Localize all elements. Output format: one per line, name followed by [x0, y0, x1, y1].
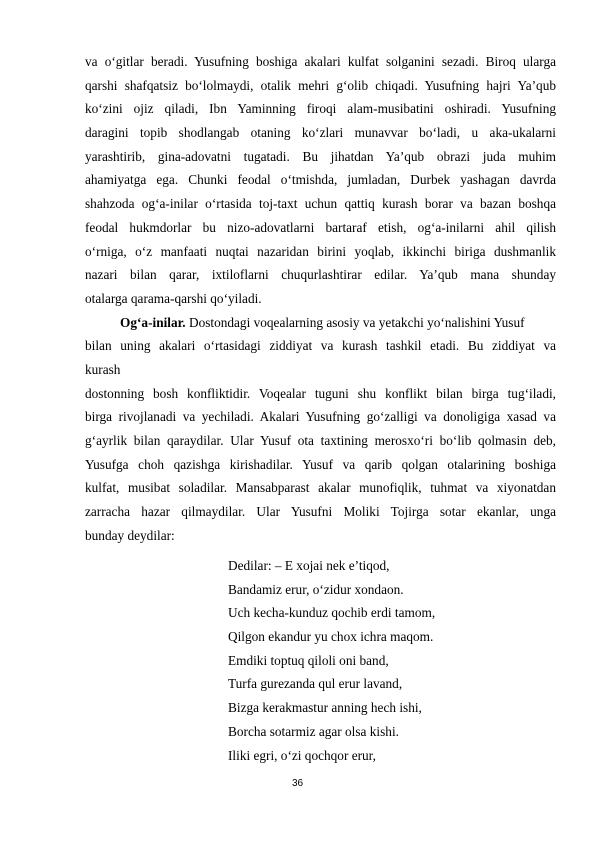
text-line: nazari bilan qarar, ixtiloflarni chuqurlashtirar edilar. Ya’qub mana shunday — [85, 267, 556, 283]
text-line: kurash — [85, 361, 121, 377]
text-line: feodal hukmdorlar bu nizo-adovatlarni bartaraf etish, og‘a-inilarni ahil qilish — [85, 219, 556, 235]
section-heading-line — [85, 311, 556, 335]
text-line: yarashtirib, gina-adovatni tugatadi. Bu jihatdan Ya’qub obrazi juda muhim — [85, 148, 556, 164]
text-line: ko‘zini ojiz qiladi, Ibn Yaminning firoqi alam-musibatini oshiradi. Yusufning — [85, 101, 556, 117]
text-line: shahzoda og‘a-inilar o‘rtasida toj-taxt uchun qattiq kurash borar va bazan boshqa — [85, 196, 556, 212]
text-line: dostonning bosh konfliktidir. Voqealar tuguni shu konflikt bilan birga tug‘iladi, — [85, 385, 556, 401]
verse-line: Uch kecha-kunduz qochib erdi tamom, — [228, 605, 436, 621]
verse-block — [228, 554, 528, 767]
verse-line: Iliki egri, o‘zi qochqor erur, — [228, 747, 376, 763]
text-span: Dostondagi voqealarning asosiy va yetakchi yo‘nalishini Yusuf — [185, 314, 525, 330]
text-line: zarracha hazar qilmaydilar. Ular Yusufni Moliki Tojirga sotar ekanlar, unga — [85, 504, 556, 520]
text-line: daragini topib shodlangab otaning ko‘zlari munavvar bo‘ladi, u aka-ukalarni — [85, 125, 556, 141]
text-line: va o‘gitlar beradi. Yusufning boshiga akalari kulfat solganini sezadi. Biroq ularga — [85, 54, 556, 69]
text-line: o‘rniga, o‘z manfaati nuqtai nazaridan birini yoqlab, ikkinchi biriga dushmanlik — [85, 243, 556, 259]
verse-line: Qilgon ekandur yu chox ichra maqom. — [228, 629, 434, 645]
text-line: birga rivojlanadi va yechiladi. Akalari Yusufning go‘zalligi va donoligiga xasad va — [85, 409, 556, 425]
text-line: qarshi shafqatsiz bo‘lolmaydi, otalik mehri g‘olib chiqadi. Yusufning hajri Ya’qub — [85, 77, 556, 93]
text-line: bunday deydilar: — [85, 527, 175, 543]
body-text — [85, 50, 556, 547]
verse-line: Emdiki toptuq qiloli oni band, — [228, 652, 389, 668]
text-line: bilan uning akalari o‘rtasidagi ziddiyat va kurash tashkil etadi. Bu ziddiyat va — [85, 338, 556, 354]
verse-line: Turfa gurezanda qul erur lavand, — [228, 676, 403, 692]
text-line: Yusufga choh qazishga kirishadilar. Yusuf va qarib qolgan otalarining boshiga — [85, 456, 556, 472]
text-line: kulfat, musibat soladilar. Mansabparast akalar munofiqlik, tuhmat va xiyonatdan — [85, 480, 556, 496]
verse-line: Bandamiz erur, o‘zidur xondaon. — [228, 581, 404, 597]
section-heading: Og‘a-inilar. — [120, 314, 186, 330]
verse-line: Bizga kerakmastur anning hech ishi, — [228, 700, 422, 716]
text-line: otalarga qarama-qarshi qo‘yiladi. — [85, 290, 262, 306]
verse-line: Borcha sotarmiz agar olsa kishi. — [228, 723, 399, 739]
verse-line: Dedilar: – E xojai nek e’tiqod, — [228, 558, 390, 573]
page-number: 36 — [291, 778, 304, 789]
text-line: ahamiyatga ega. Chunki feodal o‘tmishda, jumladan, Durbek yashagan davrda — [85, 172, 556, 188]
text-line: g‘ayrlik bilan qaraydilar. Ular Yusuf ota taxtining merosxo‘ri bo‘lib qolmasin deb, — [85, 433, 556, 448]
